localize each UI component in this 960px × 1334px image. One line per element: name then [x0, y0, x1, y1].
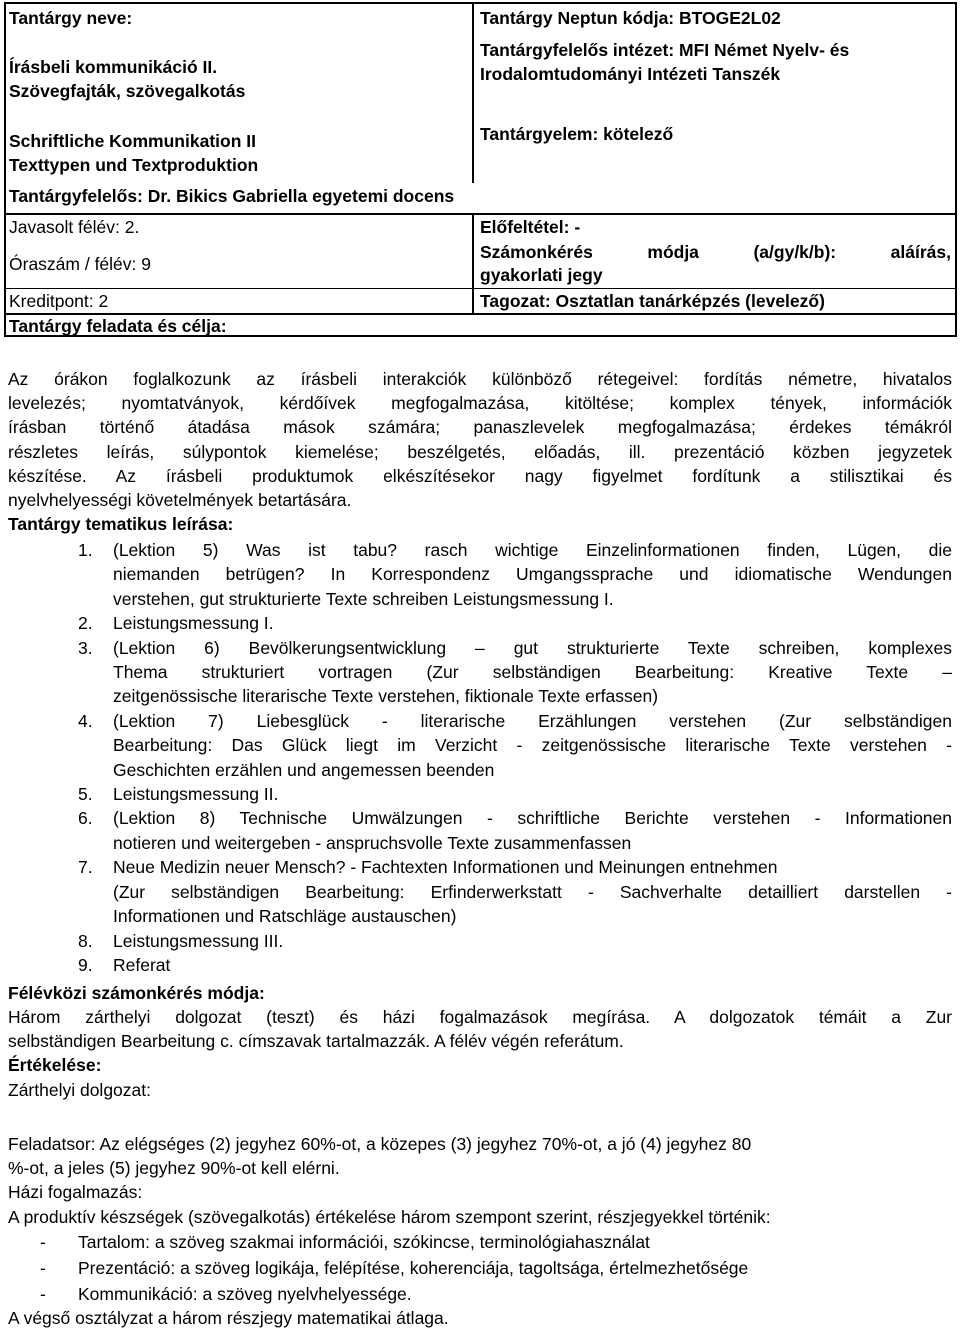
aims-line: nyelvhelyességi követelmények betartására. [8, 490, 352, 510]
test-label: Zárthelyi dolgozat: [8, 1080, 151, 1100]
list-item-text: (Lektion 5) Was ist tabu? rasch wichtige Einzelinformationen finden, Lügen, die [113, 540, 952, 560]
midterm-line: Három zárthelyi dolgozat (teszt) és házi fogalmazások megírása. A dolgozatok témáit a Zur [8, 1007, 952, 1027]
subject-name-label: Tantárgy neve: [9, 8, 133, 28]
assessment-method-1: Számonkérés módja (a/gy/k/b): aláírás, [480, 242, 951, 262]
aims-line: írásban történő átadása mások számára; panaszlevelek megfogalmazása; érdekes témákról [8, 417, 952, 437]
aims-line: levelezés; nyomtatványok, kérdőívek megfogalmazása, kitöltése; komplex tények, információk [8, 393, 952, 413]
list-item-text: verstehen, gut strukturierte Texte schreiben Leistungsmessung I. [113, 588, 614, 609]
row-divider [4, 288, 957, 289]
list-item-text: (Lektion 7) Liebesglück - literarische Erzählungen verstehen (Zur selbständigen [113, 710, 952, 731]
aims-heading: Tantárgy feladata és célja: [9, 316, 227, 336]
table-border-top [4, 2, 957, 4]
list-item-text: Geschichten erzählen und angemessen beenden [113, 759, 495, 780]
prerequisite: Előfeltétel: - [480, 217, 581, 237]
final-grade-note: A végső osztályzat a három részjegy matematikai átlaga. [8, 1308, 449, 1328]
list-item-number: 4. [78, 710, 93, 731]
column-divider [472, 2, 474, 183]
hours-per-semester: Óraszám / félév: 9 [9, 254, 151, 274]
bullet-marker: - [40, 1258, 46, 1278]
list-item [8, 806, 952, 855]
assessment-method-2: gyakorlati jegy [480, 265, 603, 285]
list-item-text: Neue Medizin neuer Mensch? - Fachtexten Informationen und Meinungen entnehmen [113, 857, 778, 878]
responsible-institute-1: Tantárgyfelelős intézet: MFI Német Nyelv- és [480, 40, 850, 60]
responsible-person: Tantárgyfelelős: Dr. Bikics Gabriella egyetemi docens [9, 186, 455, 206]
list-item [8, 929, 952, 953]
row-divider [4, 313, 957, 315]
aims-line: Az órákon foglalkozunk az írásbeli interakciók különböző rétegeivel: fordítás németre, hivatalos [8, 369, 952, 389]
list-item [8, 636, 952, 709]
evaluation-heading: Értékelése: [8, 1055, 102, 1075]
bullet-text: Tartalom: a szöveg szakmai információi, szókincse, terminológiahasználat [78, 1232, 650, 1252]
list-item-text: Leistungsmessung III. [113, 930, 284, 951]
subject-name-hu-2: Szövegfajták, szövegalkotás [9, 81, 246, 101]
list-item-text: (Lektion 8) Technische Umwälzungen - schriftliche Berichte verstehen - Informationen [113, 808, 952, 829]
table-border-right [955, 2, 957, 336]
list-item-text: niemanden betrügen? In Korrespondenz Umgangssprache und idiomatische Wendungen [113, 564, 952, 585]
list-item-number: 7. [78, 857, 93, 878]
subject-element: Tantárgyelem: kötelező [480, 124, 674, 144]
list-item-number: 1. [78, 540, 93, 560]
bullet-text: Prezentáció: a szöveg logikája, felépítése, koherenciája, tagoltsága, értelmezhetősége [78, 1258, 749, 1278]
row-divider [472, 213, 474, 313]
subject-name-hu-1: Írásbeli kommunikáció II. [9, 57, 218, 77]
list-item [8, 709, 952, 782]
list-item-text: Bearbeitung: Das Glück liegt im Verzicht - zeitgenössische literarische Texte verstehen - [113, 735, 952, 756]
essay-label: Házi fogalmazás: [8, 1182, 143, 1202]
list-item-number: 8. [78, 930, 93, 951]
list-item-text: Thema strukturiert vortragen (Zur selbständigen Bearbeitung: Kreative Texte – [113, 662, 952, 683]
table-border-left [4, 2, 6, 336]
list-item-text: Leistungsmessung II. [113, 784, 279, 805]
midterm-line: selbständigen Bearbeitung c. címszavak tartalmazzák. A félév végén referátum. [8, 1031, 624, 1051]
subject-name-de-2: Texttypen und Textproduktion [9, 155, 259, 175]
credit-points: Kreditpont: 2 [9, 291, 109, 311]
list-item-number: 6. [78, 808, 93, 829]
list-item-number: 9. [78, 954, 93, 975]
topics-heading: Tantárgy tematikus leírása: [8, 514, 234, 534]
subject-name-de-1: Schriftliche Kommunikation II [9, 131, 256, 151]
row-divider [4, 213, 957, 215]
list-item-text: notieren und weitergeben - anspruchsvolle Texte zusammenfassen [113, 832, 632, 853]
list-item-text: zeitgenössische literarische Texte verstehen, fiktionale Texte erfassen) [113, 686, 659, 707]
list-item-number: 3. [78, 637, 93, 658]
list-item-text: (Lektion 6) Bevölkerungsentwicklung – gut strukturierte Texte schreiben, komplexes [113, 637, 952, 658]
bullet-marker: - [40, 1284, 46, 1304]
test-line: Feladatsor: Az elégséges (2) jegyhez 60%-ot, a közepes (3) jegyhez 70%-ot, a jó (4) jegyhez 80 [8, 1134, 752, 1154]
list-item [8, 782, 952, 806]
list-item-number: 2. [78, 613, 93, 634]
list-item-text: (Zur selbständigen Bearbeitung: Erfinderwerkstatt - Sachverhalte detailliert darstellen - [113, 881, 952, 902]
bullet-text: Kommunikáció: a szöveg nyelvhelyessége. [78, 1284, 412, 1304]
responsible-institute-2: Irodalomtudományi Intézeti Tanszék [480, 64, 781, 84]
topics-list [8, 538, 952, 977]
aims-line: készítése. Az írásbeli produktumok elkészítésekor nagy figyelmet fordítunk a stilisztikai és [8, 466, 952, 486]
midterm-heading: Félévközi számonkérés módja: [8, 983, 265, 1003]
neptun-code: Tantárgy Neptun kódja: BTOGE2L02 [480, 8, 781, 28]
list-item [8, 538, 952, 611]
list-item-number: 5. [78, 784, 93, 805]
list-item-text: Informationen und Ratschläge austauschen) [113, 906, 457, 927]
list-item-text: Referat [113, 954, 171, 975]
study-track: Tagozat: Osztatlan tanárképzés (levelező) [480, 291, 825, 311]
essay-intro: A produktív készségek (szövegalkotás) értékelése három szempont szerint, részjegyekkel történik: [8, 1207, 771, 1227]
list-item [8, 953, 952, 977]
list-item [8, 855, 952, 928]
list-item [8, 611, 952, 635]
bullet-marker: - [40, 1232, 46, 1252]
recommended-semester: Javasolt félév: 2. [9, 217, 140, 237]
test-line: %-ot, a jeles (5) jegyhez 90%-ot kell elérni. [8, 1158, 340, 1178]
list-item-text: Leistungsmessung I. [113, 613, 274, 634]
aims-line: részletes leírás, súlypontok kiemelése; beszélgetés, előadás, ill. prezentáció közben jegyzetek [8, 442, 952, 462]
